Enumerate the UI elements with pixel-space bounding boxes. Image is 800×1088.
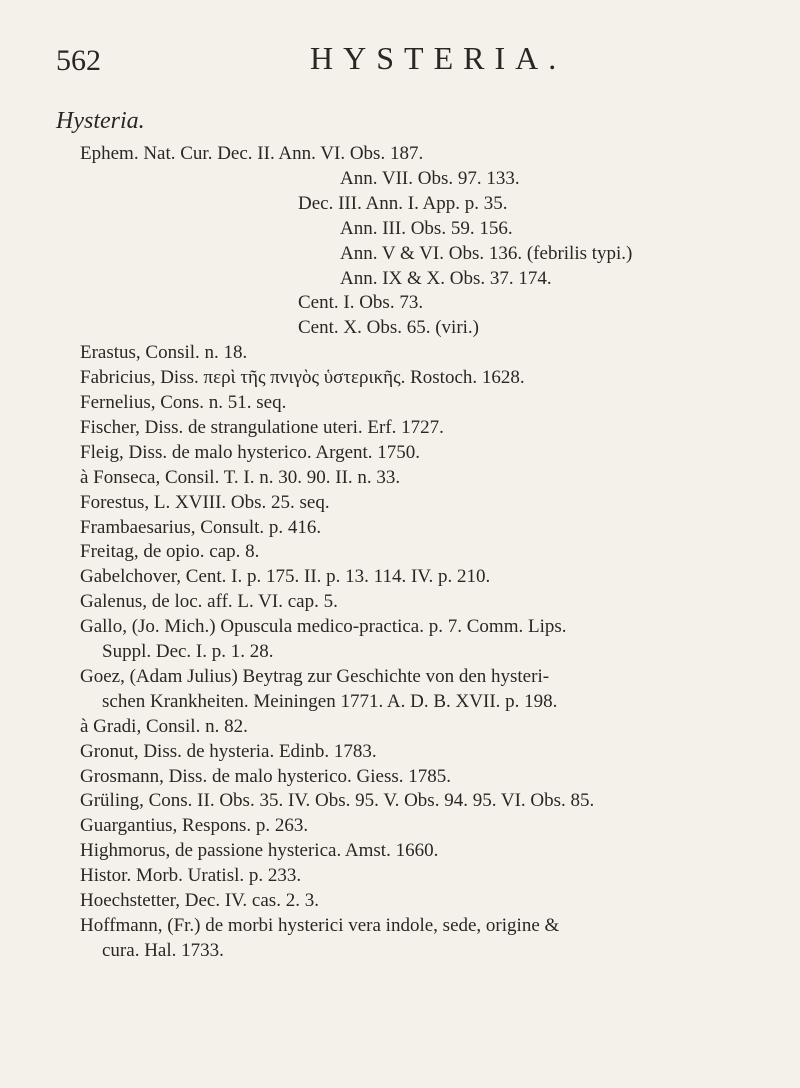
page-header bbox=[0, 40, 800, 90]
bibliography-line: schen Krankheiten. Meiningen 1771. A. D. B. XVII. p. 198. bbox=[102, 690, 558, 712]
bibliography-line: Goez, (Adam Julius) Beytrag zur Geschichte von den hysteri- bbox=[80, 665, 550, 687]
bibliography-line: Fernelius, Cons. n. 51. seq. bbox=[80, 392, 287, 413]
bibliography-line: Grüling, Cons. II. Obs. 35. IV. Obs. 95. V. Obs. 94. 95. VI. Obs. 85. bbox=[80, 790, 595, 812]
bibliography-line: Histor. Morb. Uratisl. p. 233. bbox=[80, 865, 302, 887]
bibliography-line: Gallo, (Jo. Mich.) Opuscula medico-practica. p. 7. Comm. Lips. bbox=[80, 616, 567, 638]
bibliography-line: Hoechstetter, Dec. IV. cas. 2. 3. bbox=[80, 890, 319, 911]
bibliography-line: Highmorus, de passione hysterica. Amst. 1660. bbox=[80, 840, 439, 862]
bibliography-line: Fabricius, Diss. περὶ τῆς πνιγὸς ὑστερικῆς. Rostoch. 1628. bbox=[80, 367, 525, 389]
page-number: 562 bbox=[56, 44, 101, 77]
bibliography-line: cura. Hal. 1733. bbox=[102, 939, 224, 961]
bibliography-line: Guargantius, Respons. p. 263. bbox=[80, 815, 309, 837]
bibliography-line: Erastus, Consil. n. 18. bbox=[80, 342, 248, 364]
bibliography-line: à Fonseca, Consil. T. I. n. 30. 90. II. n. 33. bbox=[80, 466, 401, 488]
bibliography-line: Ann. III. Obs. 59. 156. bbox=[340, 217, 513, 239]
bibliography-line: Ephem. Nat. Cur. Dec. II. Ann. VI. Obs. 187. bbox=[80, 143, 424, 164]
bibliography-line: Suppl. Dec. I. p. 1. 28. bbox=[102, 641, 274, 662]
bibliography-line: Fleig, Diss. de malo hysterico. Argent. 1750. bbox=[80, 441, 421, 463]
bibliography-line: Frambaesarius, Consult. p. 416. bbox=[80, 516, 322, 538]
bibliography-line: Ann. V & VI. Obs. 136. (febrilis typi.) bbox=[340, 242, 633, 264]
bibliography-line: Ann. VII. Obs. 97. 133. bbox=[340, 167, 520, 189]
bibliography-line: Galenus, de loc. aff. L. VI. cap. 5. bbox=[80, 591, 338, 613]
bibliography-line: Cent. I. Obs. 73. bbox=[298, 292, 424, 314]
bibliography-line: Gronut, Diss. de hysteria. Edinb. 1783. bbox=[80, 740, 377, 762]
bibliography-line: Hoffmann, (Fr.) de morbi hysterici vera indole, sede, origine & bbox=[80, 914, 560, 936]
bibliography-line: à Gradi, Consil. n. 82. bbox=[80, 715, 248, 737]
bibliography-line: Forestus, L. XVIII. Obs. 25. seq. bbox=[80, 491, 330, 513]
bibliography-line: Gabelchover, Cent. I. p. 175. II. p. 13. 114. IV. p. 210. bbox=[80, 566, 491, 588]
running-head: HYSTERIA. bbox=[310, 40, 567, 76]
section-title: Hysteria. bbox=[56, 108, 145, 134]
bibliography-line: Freitag, de opio. cap. 8. bbox=[80, 541, 260, 563]
bibliography-line: Ann. IX & X. Obs. 37. 174. bbox=[340, 267, 552, 289]
bibliography-line: Dec. III. Ann. I. App. p. 35. bbox=[298, 192, 508, 214]
bibliography-line: Cent. X. Obs. 65. (viri.) bbox=[298, 317, 480, 339]
bibliography-line: Grosmann, Diss. de malo hysterico. Giess. 1785. bbox=[80, 765, 451, 787]
bibliography-line: Fischer, Diss. de strangulatione uteri. Erf. 1727. bbox=[80, 416, 444, 438]
